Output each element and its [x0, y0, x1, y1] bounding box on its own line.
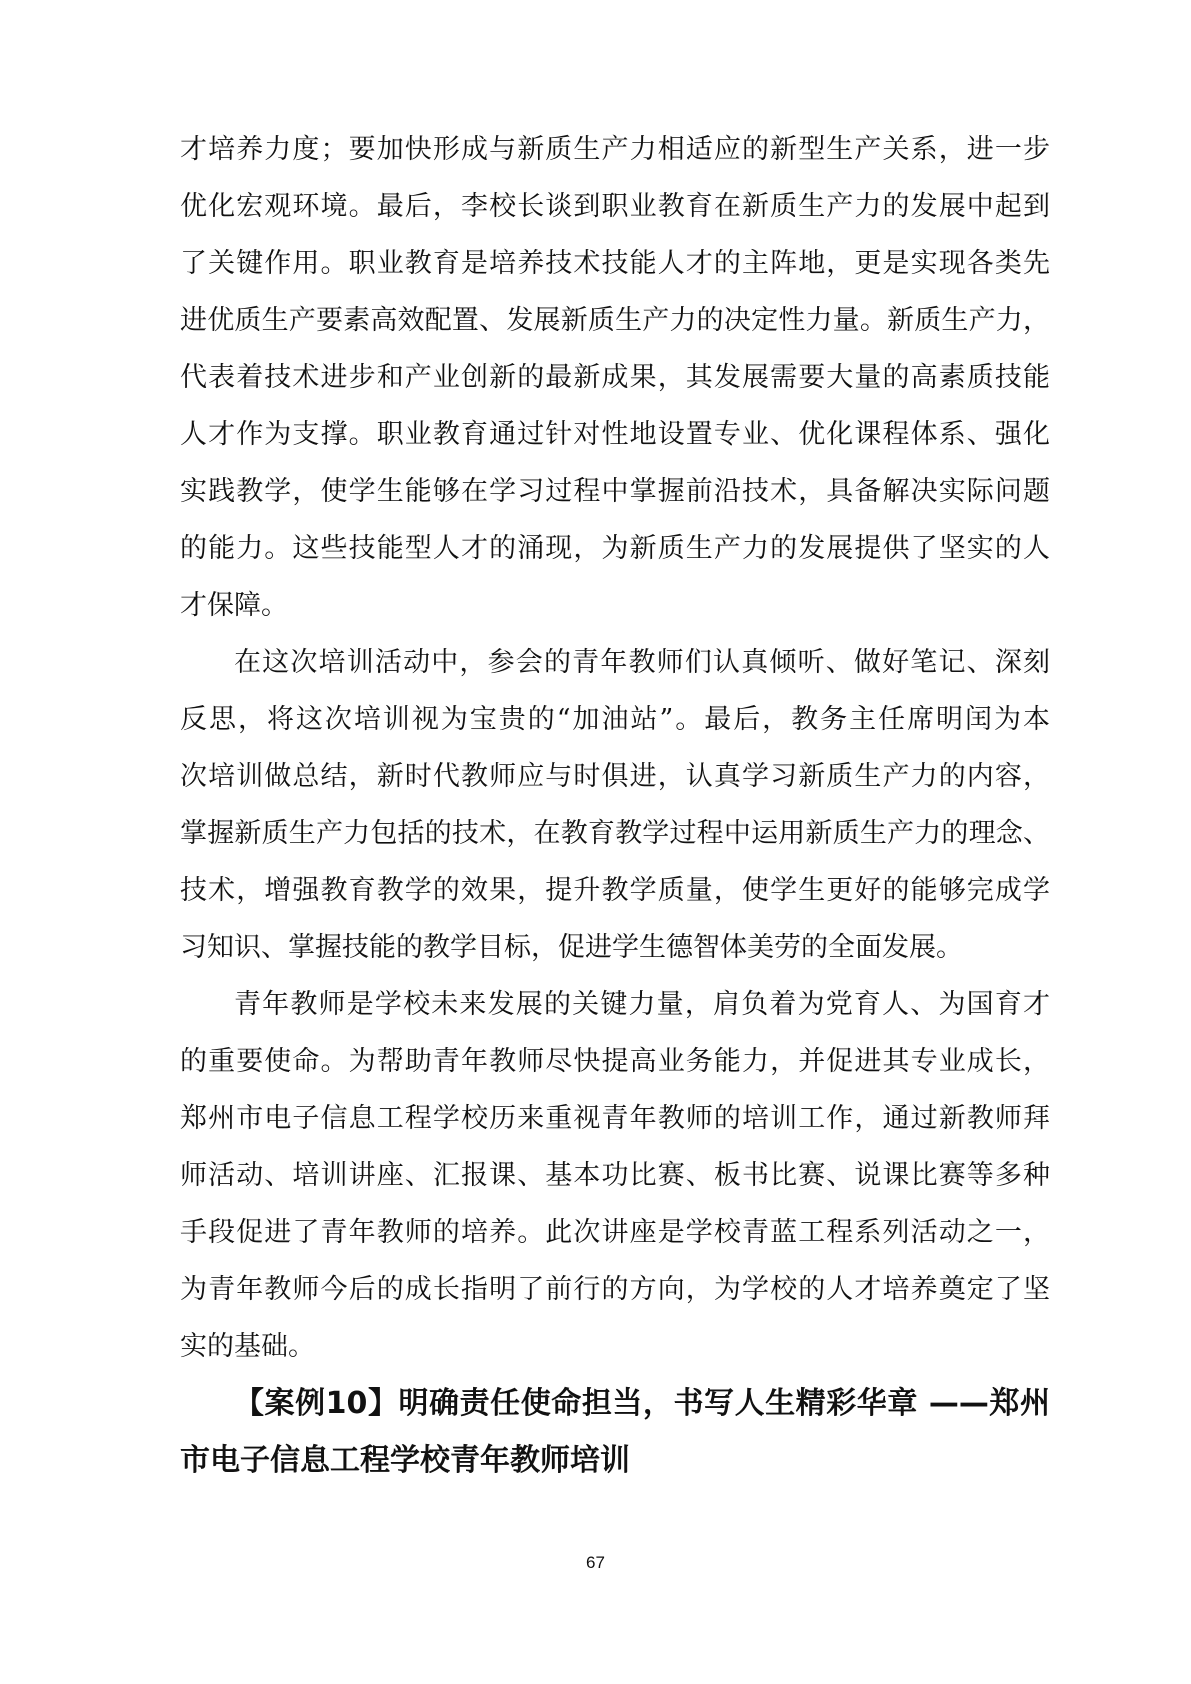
paragraph-2-line: 技术，增强教育教学的效果，提升教学质量，使学生更好的能够完成学 [180, 875, 1050, 906]
paragraph-3-line: 为青年教师今后的成长指明了前行的方向，为学校的人才培养奠定了坚 [180, 1274, 1050, 1305]
paragraph-1-line: 才培养力度；要加快形成与新质生产力相适应的新型生产关系，进一步 [180, 134, 1050, 165]
paragraph-1-line: 进优质生产要素高效配置、发展新质生产力的决定性力量。新质生产力， [180, 305, 1050, 336]
paragraph-1-line: 代表着技术进步和产业创新的最新成果，其发展需要大量的高素质技能 [180, 362, 1050, 393]
paragraph-1-line: 人才作为支撑。职业教育通过针对性地设置专业、优化课程体系、强化 [180, 419, 1050, 450]
paragraph-1-line: 优化宏观环境。最后，李校长谈到职业教育在新质生产力的发展中起到 [180, 191, 1050, 222]
paragraph-2-line: 习知识、掌握技能的教学目标，促进学生德智体美劳的全面发展。 [180, 932, 963, 963]
paragraph-1-line: 的能力。这些技能型人才的涌现，为新质生产力的发展提供了坚实的人 [180, 533, 1050, 564]
paragraph-3-line: 的重要使命。为帮助青年教师尽快提高业务能力，并促进其专业成长， [180, 1046, 1050, 1077]
paragraph-2-line: 次培训做总结，新时代教师应与时俱进，认真学习新质生产力的内容， [180, 761, 1050, 792]
paragraph-3-line: 实的基础。 [180, 1331, 315, 1362]
case-heading-line-2: 市电子信息工程学校青年教师培训 [180, 1443, 630, 1478]
paragraph-2-line: 在这次培训活动中，参会的青年教师们认真倾听、做好笔记、深刻 [234, 647, 1050, 678]
paragraph-3-line: 手段促进了青年教师的培养。此次讲座是学校青蓝工程系列活动之一， [180, 1217, 1050, 1248]
paragraph-1-line: 实践教学，使学生能够在学习过程中掌握前沿技术，具备解决实际问题 [180, 476, 1050, 507]
case-heading-line-1: 【案例10】明确责任使命担当，书写人生精彩华章 ——郑州 [234, 1386, 1050, 1421]
paragraph-3-line: 郑州市电子信息工程学校历来重视青年教师的培训工作，通过新教师拜 [180, 1103, 1050, 1134]
paragraph-1-line: 才保障。 [180, 590, 288, 621]
paragraph-3-line: 青年教师是学校未来发展的关键力量，肩负着为党育人、为国育才 [234, 989, 1050, 1020]
paragraph-2-line: 反思，将这次培训视为宝贵的“加油站”。最后，教务主任席明闰为本 [180, 704, 1050, 735]
paragraph-1-line: 了关键作用。职业教育是培养技术技能人才的主阵地，更是实现各类先 [180, 248, 1050, 279]
paragraph-3-line: 师活动、培训讲座、汇报课、基本功比赛、板书比赛、说课比赛等多种 [180, 1160, 1050, 1191]
paragraph-2-line: 掌握新质生产力包括的技术，在教育教学过程中运用新质生产力的理念、 [180, 818, 1050, 849]
page-number: 67 [586, 1553, 605, 1572]
